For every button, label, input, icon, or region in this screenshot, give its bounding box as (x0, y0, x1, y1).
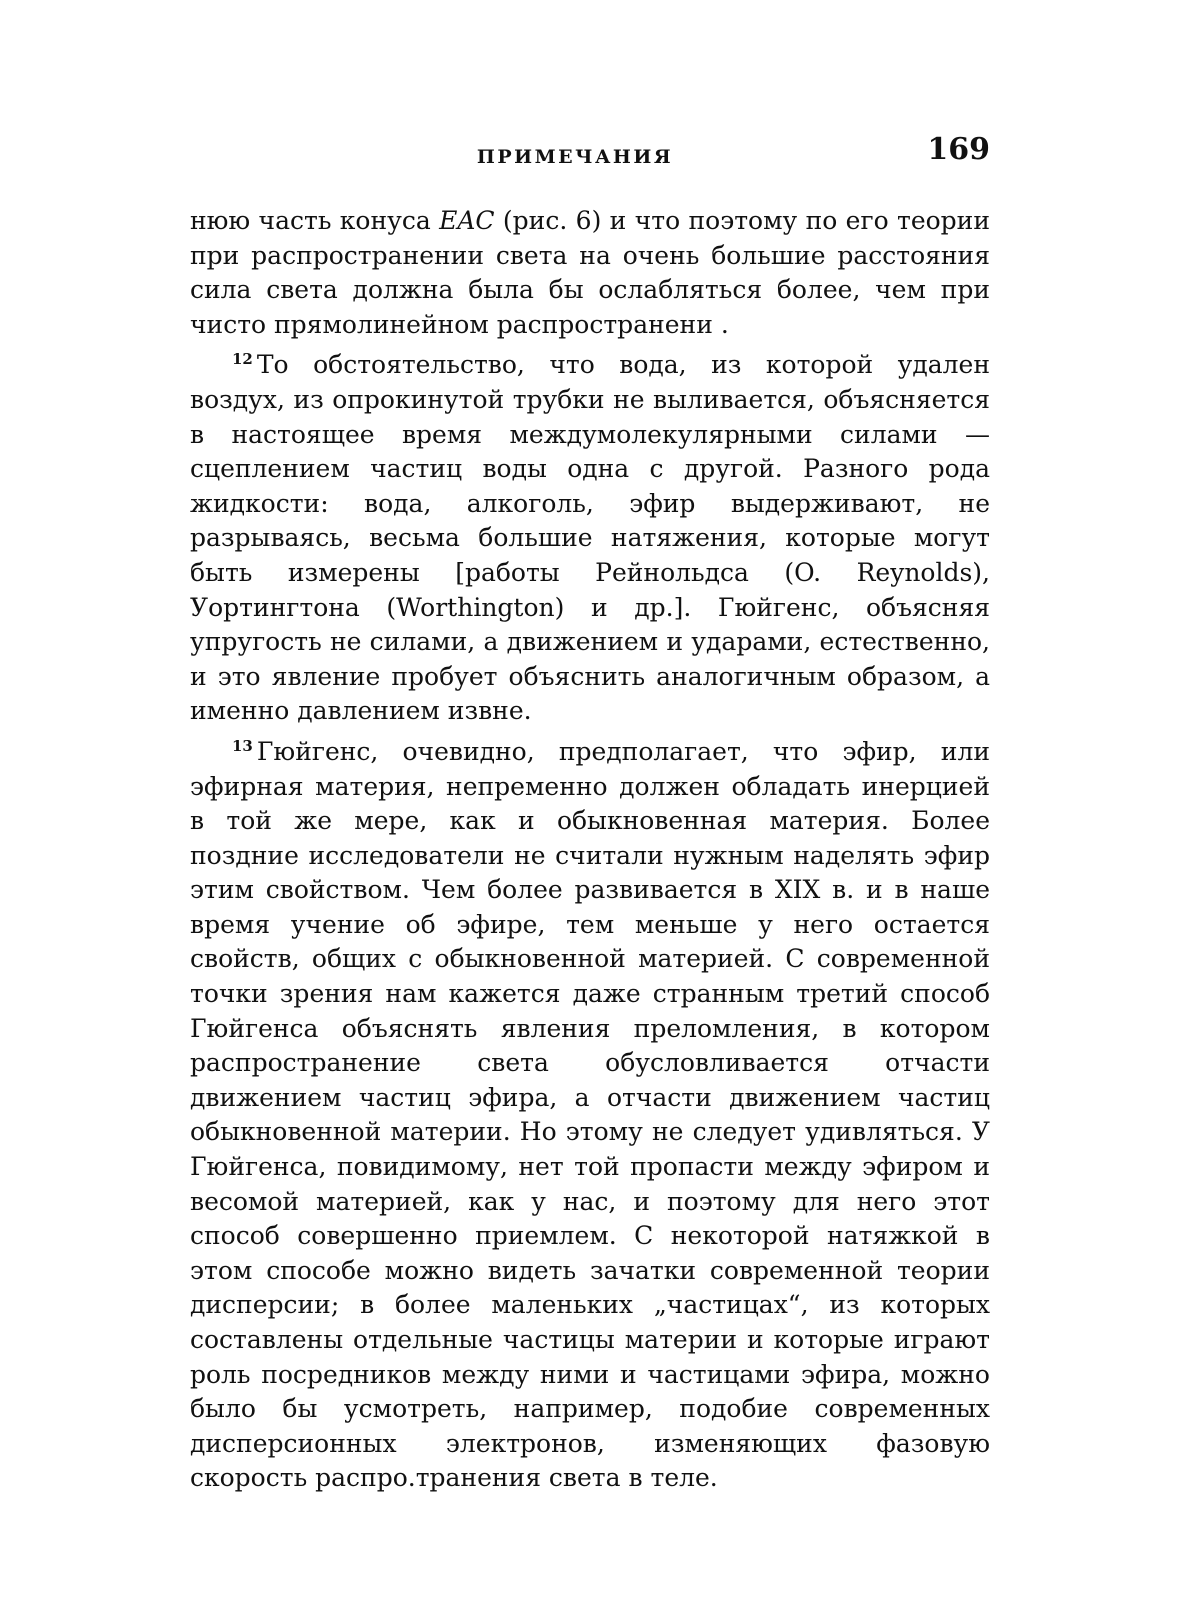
paragraph-continuation (190, 204, 990, 342)
running-title: ПРИМЕЧАНИЯ (476, 146, 674, 168)
note-text: То обстоятельство, что вода, из которой удален воздух, из опрокинутой трубки не выливается, объясняется в настоящее время междумолекулярными силами — сцеплением частиц воды одна с другой. Разного рода жидкости: вода, алкоголь, эфир выдерживают, не разрываясь, весьма большие натяжения, которые могут быть измерены [работы Рейнольдса (O. Reynolds), Уортингтона (Worthington) и др.]. Гюйгенс, объясняя упругость не силами, а движением и ударами, естественно, и это явление пробует объяснить аналогичным образом, а именно давлением извне. (190, 350, 990, 726)
note-12 (190, 342, 990, 729)
paragraph-text: нюю часть конуса (190, 206, 440, 235)
note-text: Гюйгенс, очевидно, предполагает, что эфир, или эфирная материя, непременно должен обладать инерцией в той же мере, как и обыкновенная материя. Более поздние исследователи не считали нужным наделять эфир этим свойством. Чем более развивается в XIX в. и в наше время учение об эфире, тем меньше у него остается свойств, общих с обыкновенной материей. С современной точки зрения нам кажется даже странным третий способ Гюйгенса объяснять явления преломления, в котором распространение света обусловливается отчасти движением частиц эфира, а отчасти движением частиц обыкновенной материи. Но этому не следует удивляться. У Гюйгенса, повидимому, нет той пропасти между эфиром и весомой материей, как у нас, и поэтому для него этот способ совершенно приемлем. С некоторой натяжкой в этом способе можно видеть зачатки современной теории дисперсии; в более маленьких „частицах“, из которых составлены отдельные частицы материи и которые играют роль посредников между ними и частицами эфира, можно было бы усмотреть, например, подобие современных дисперсионных электронов, изменяющих фазовую скорость распро.транения света в теле. (190, 736, 990, 1493)
note-marker: 13 (232, 736, 253, 755)
body-text (190, 204, 990, 1496)
page-header (190, 130, 990, 178)
note-marker: 12 (232, 350, 253, 369)
book-page (190, 130, 990, 1496)
note-13 (190, 729, 990, 1496)
page-number: 169 (927, 132, 990, 167)
paragraph-text: (рис. 6) и что поэтому по его теории при распространении света на очень большие расстояния сила света должна была бы ослабляться более, чем при чисто прямолинейном распространени . (190, 206, 990, 339)
figure-label-eac: EAC (439, 206, 495, 235)
